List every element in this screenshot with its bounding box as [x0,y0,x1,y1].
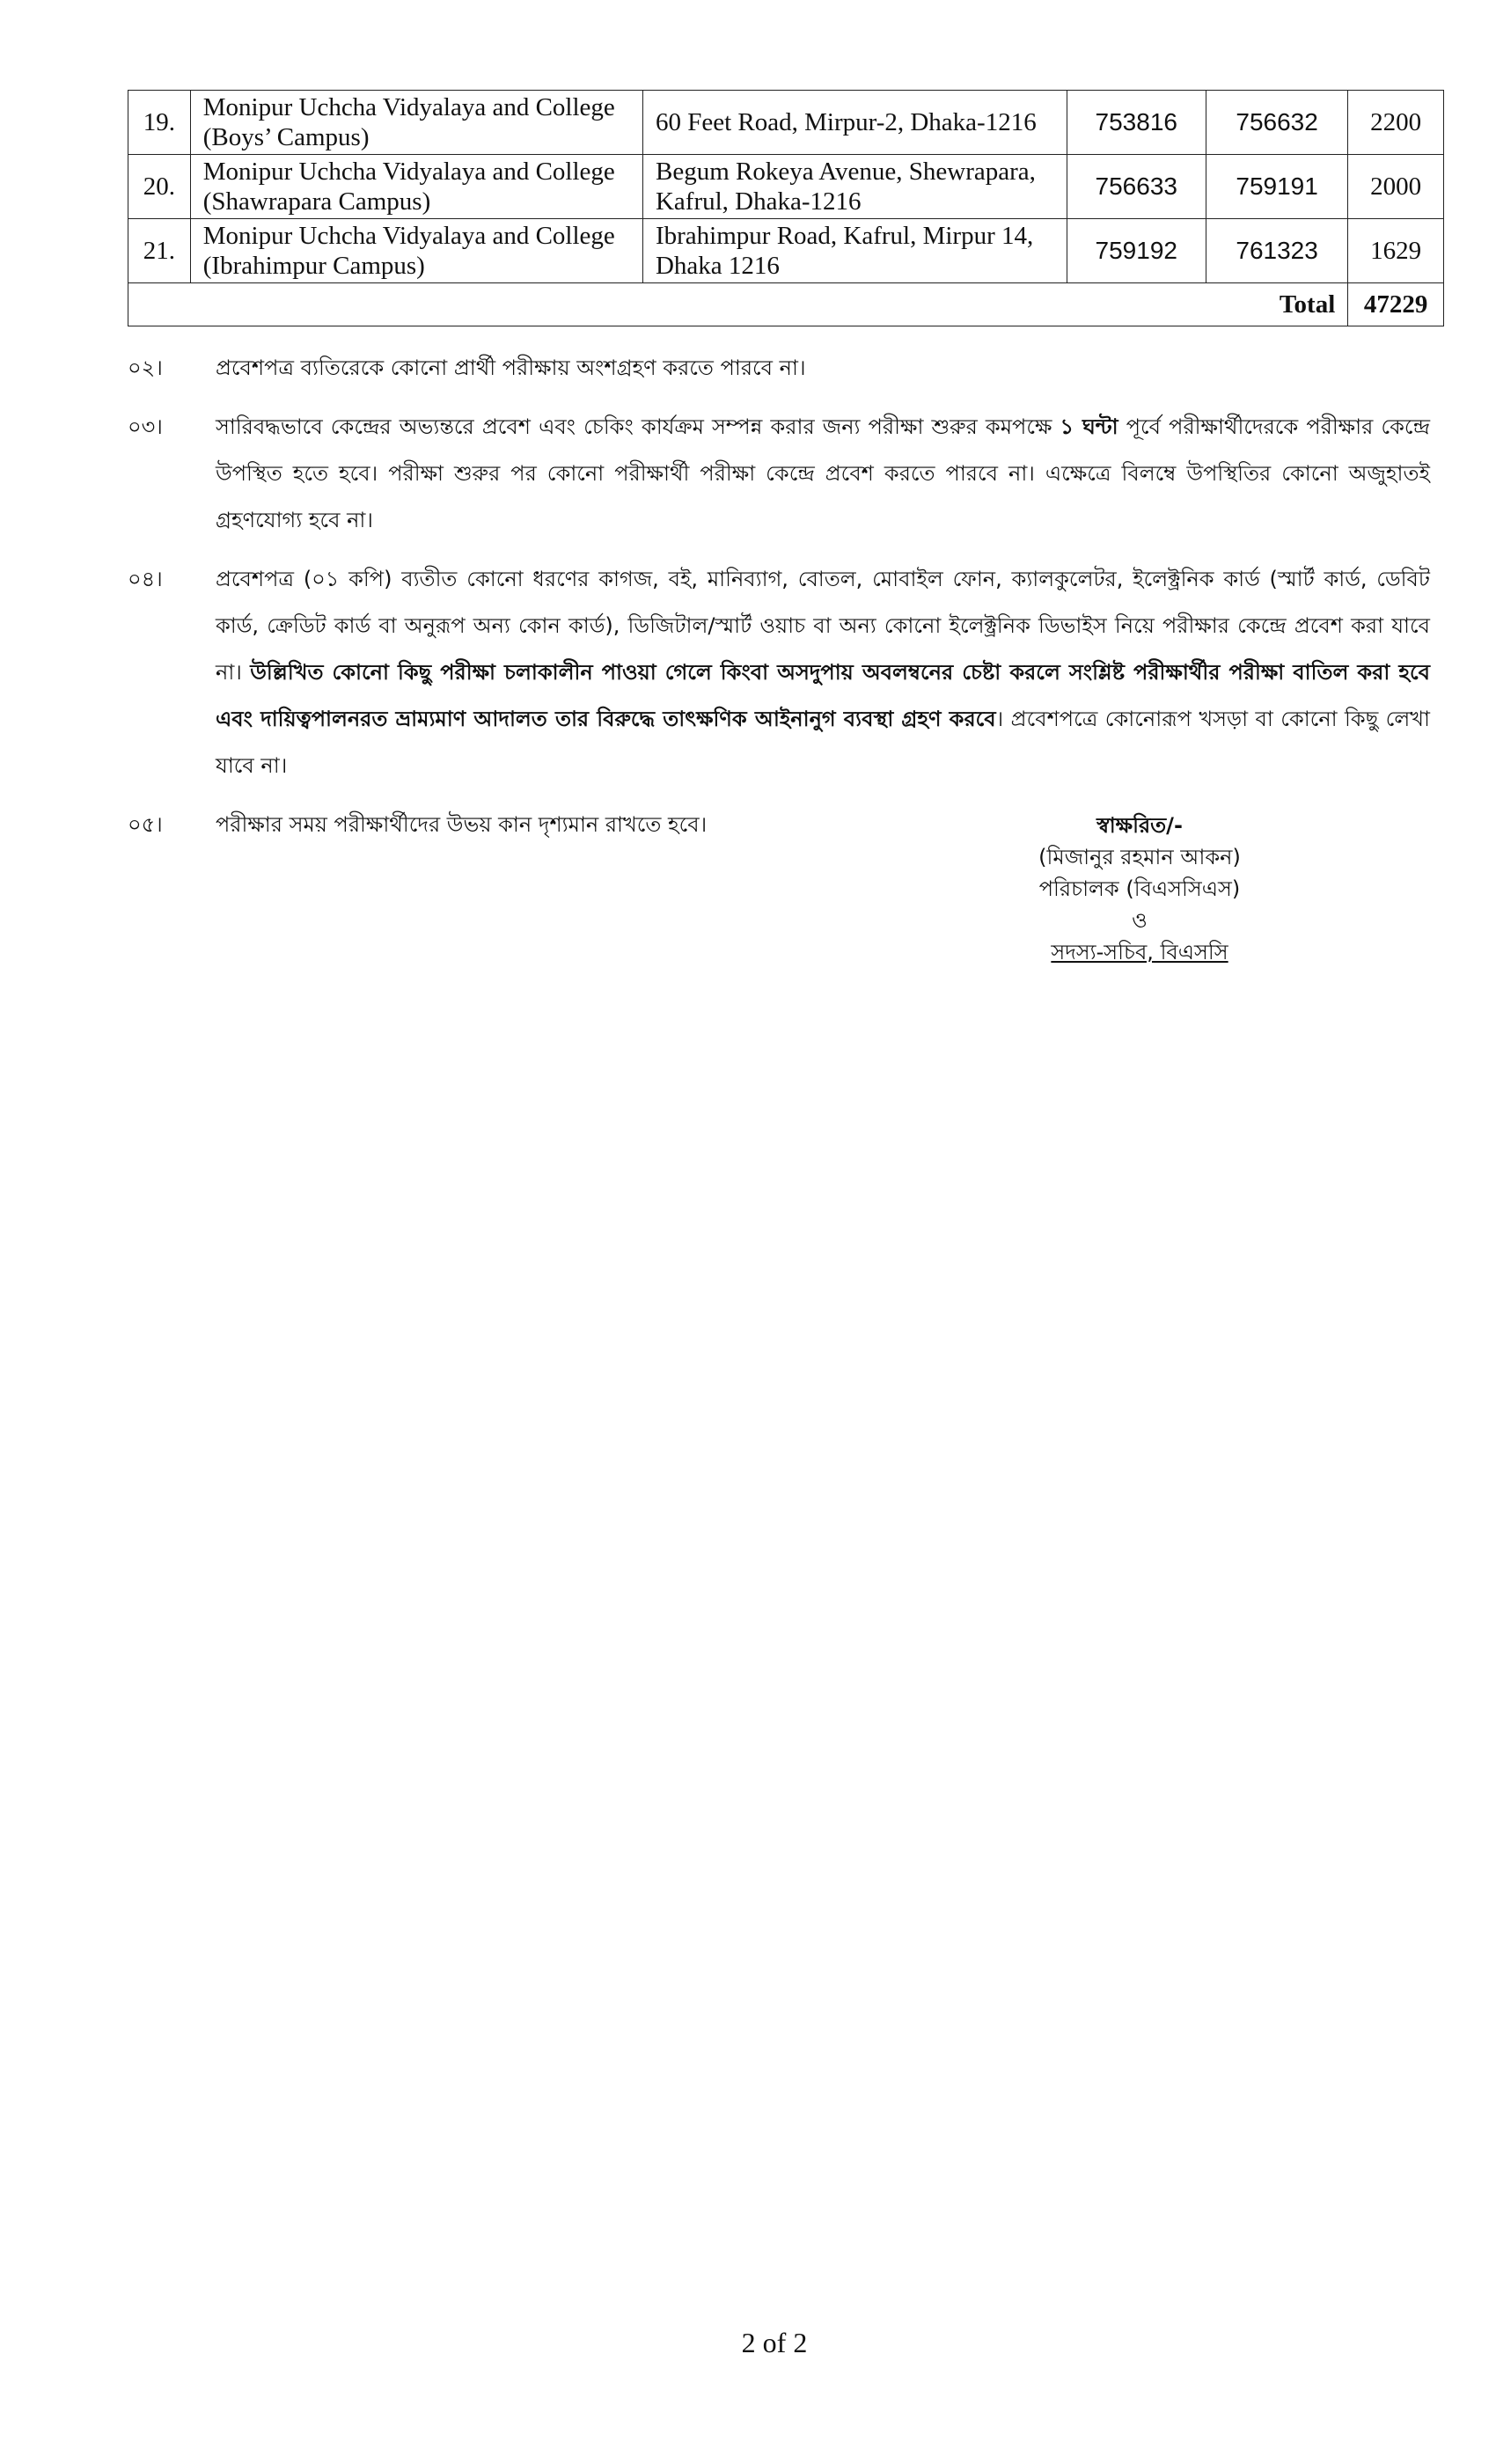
signature-conjunction: ও [1132,908,1148,933]
instruction-number: ০২। [128,356,163,380]
center-name-cell [190,155,642,219]
center-name-line: Monipur Uchcha Vidyalaya and College [202,222,615,250]
serial-cell: 21. [128,219,191,283]
instruction-text-part: প্রবেশপত্র (০১ কপি) ব্যতীত কোনো ধরণের কাগজ, বই, মানিব্যাগ, বোতল, মোবাইল ফোন, ক্যালকুলেটর, ইলেক্ট্রনিক কার্ড (স্মার্ট কার্ড, ডেবিট কার্ড, ক্রেডিট কার্ড বা অনুরূপ অন্য কোন কার্ড), ডিজিটাল/স্মার্ট ওয়াচ বা অন্য কোনো ইলেক্ট্রনিক ডিভাইস নিয়ে পরীক্ষার কেন্দ্রে প্রবেশ করা যাবে না। [216,567,1430,685]
instruction-item [128,345,1430,392]
roll-to-cell: 761323 [1206,219,1347,283]
instruction-text-part: সারিবদ্ধভাবে কেন্দ্রের অভ্যন্তরে প্রবেশ এবং চেকিং কার্যক্রম সম্পন্ন করার জন্য পরীক্ষা শুরুর কমপক্ষে [216,414,1060,439]
roll-from-cell: 756633 [1067,155,1206,219]
serial-cell: 19. [128,91,191,155]
center-name-line: Monipur Uchcha Vidyalaya and College [202,158,615,186]
instruction-text: প্রবেশপত্র ব্যতিরেকে কোনো প্রার্থী পরীক্ষায় অংশগ্রহণ করতে পারবে না। [216,356,806,380]
instructions-list [128,345,1430,861]
serial-cell: 20. [128,155,191,219]
roll-to-cell: 759191 [1206,155,1347,219]
center-name-cell [190,91,642,155]
instruction-number: ০৫। [128,812,163,837]
center-name-cell [190,219,642,283]
signatory-designation: পরিচালক (বিএসসিএস) [1038,876,1241,901]
instruction-text [216,556,1430,789]
exam-center-table [128,90,1444,326]
address-line: Kafrul, Dhaka-1216 [655,187,862,216]
signatory-name: (মিজানুর রহমান আকন) [1038,845,1241,869]
candidate-total-cell: 1629 [1348,219,1444,283]
grand-total-value: 47229 [1348,283,1444,326]
instruction-item [128,404,1430,544]
signatory-role: সদস্য-সচিব, বিএসসি [1051,940,1228,964]
table-total-row [128,283,1444,326]
roll-from-cell: 759192 [1067,219,1206,283]
total-label: Total [128,283,1348,326]
page-number: 2 of 2 [741,2327,808,2358]
signed-mark: স্বাক্ষরিত/- [1096,813,1183,838]
address-cell [642,155,1067,219]
center-campus-line: (Shawrapara Campus) [202,187,431,216]
signature-block [994,810,1285,968]
instruction-number: ০৪। [128,567,163,591]
instruction-text-part: পূর্বে পরীক্ষার্থীদেরকে পরীক্ষার কেন্দ্রে উপস্থিত হতে হবে। পরীক্ষা শুরুর পর কোনো পরীক্ষার্থী পরীক্ষা কেন্দ্রে প্রবেশ করতে পারবে না। এক্ষেত্রে বিলম্বে উপস্থিতির কোনো অজুহাতই গ্রহণযোগ্য হবে না। [216,414,1430,532]
address-cell [642,91,1067,155]
address-line: Ibrahimpur Road, Kafrul, Mirpur 14, [655,222,1034,250]
instruction-text [216,404,1430,544]
address-line: Dhaka 1216 [655,252,780,280]
address-cell [642,219,1067,283]
table-row [128,219,1444,283]
table-row [128,155,1444,219]
address-line: 60 Feet Road, Mirpur-2, Dhaka-1216 [655,108,1037,136]
center-campus-line: (Ibrahimpur Campus) [202,252,425,280]
address-line: Begum Rokeya Avenue, Shewrapara, [655,158,1036,186]
instruction-text-emphasis: উল্লিখিত কোনো কিছু পরীক্ষা চলাকালীন পাওয়া গেলে কিংবা অসদুপায় অবলম্বনের চেষ্টা করলে সংশ্লিষ্ট পরীক্ষার্থীর পরীক্ষা বাতিল করা হবে এবং দায়িত্বপালনরত ভ্রাম্যমাণ আদালত তার বিরুদ্ধে তাৎক্ষণিক আইনানুগ ব্যবস্থা গ্রহণ করবে [216,660,1431,731]
roll-from-cell: 753816 [1067,91,1206,155]
center-campus-line: (Boys’ Campus) [202,123,370,151]
instruction-item [128,556,1430,789]
center-name-line: Monipur Uchcha Vidyalaya and College [202,93,615,121]
instruction-text: পরীক্ষার সময় পরীক্ষার্থীদের উভয় কান দৃশ্যমান রাখতে হবে। [216,812,708,837]
table-row [128,91,1444,155]
instruction-text-emphasis: ১ ঘন্টা [1060,414,1118,439]
instruction-text-part: । প্রবেশপত্রে কোনোরূপ খসড়া বা কোনো কিছু লেখা যাবে না। [216,707,1430,778]
candidate-total-cell: 2000 [1348,155,1444,219]
instruction-number: ০৩। [128,414,163,439]
roll-to-cell: 756632 [1206,91,1347,155]
candidate-total-cell: 2200 [1348,91,1444,155]
